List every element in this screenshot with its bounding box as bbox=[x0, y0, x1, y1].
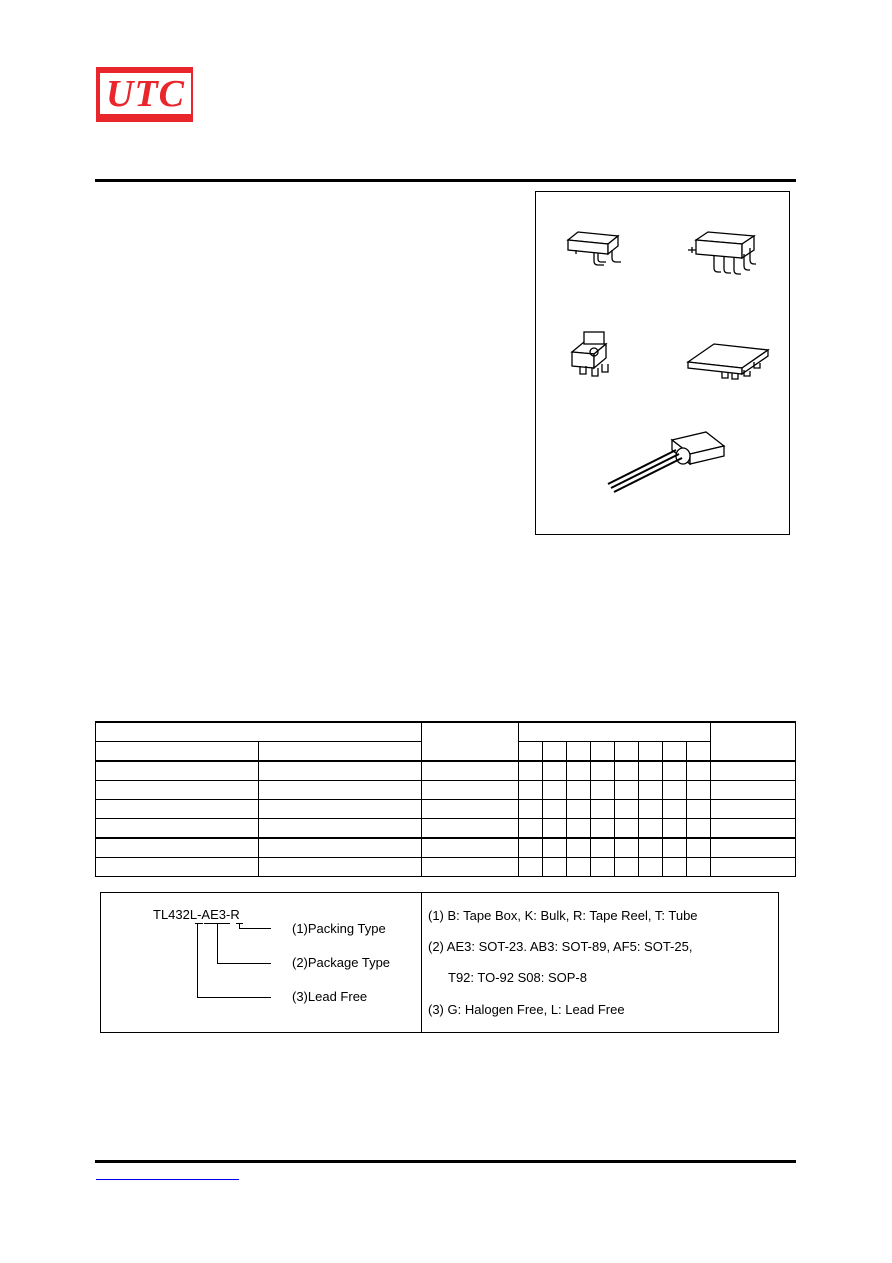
part-number: TL432L-AE3-R bbox=[153, 907, 240, 922]
table-row bbox=[96, 761, 796, 781]
pin-cell bbox=[591, 742, 615, 762]
table-header-cell bbox=[422, 722, 519, 761]
to92-package-icon bbox=[608, 432, 724, 492]
connector-lead-h bbox=[197, 997, 271, 998]
table-row bbox=[96, 819, 796, 839]
table-header-cell bbox=[711, 722, 796, 761]
pin-cell bbox=[615, 742, 639, 762]
logo-text: UTC bbox=[106, 73, 185, 115]
pin-cell bbox=[567, 742, 591, 762]
pin-cell bbox=[519, 742, 543, 762]
table-header-cell bbox=[96, 722, 422, 742]
utc-logo bbox=[96, 67, 193, 122]
table-header-cell bbox=[519, 722, 711, 742]
package-illustrations bbox=[535, 191, 790, 535]
sot25-package-icon bbox=[688, 232, 756, 274]
logo-frame bbox=[99, 73, 192, 114]
connector-package-h bbox=[217, 963, 271, 964]
desc-package: (2) AE3: SOT-23. AB3: SOT-89, AF5: SOT-25, bbox=[428, 939, 693, 954]
connector-lead bbox=[197, 924, 198, 997]
table-header-cell bbox=[259, 742, 422, 762]
label-lead-free: (3)Lead Free bbox=[292, 989, 368, 1004]
footer-website-link[interactable] bbox=[96, 1179, 239, 1180]
code-box-divider bbox=[421, 893, 422, 1032]
connector-package bbox=[217, 924, 218, 963]
footer-rule bbox=[95, 1160, 796, 1163]
pin-cell bbox=[543, 742, 567, 762]
table-header-cell bbox=[96, 742, 259, 762]
table-row bbox=[96, 800, 796, 819]
label-package-type: (2)Package Type bbox=[292, 955, 391, 970]
table-row bbox=[96, 781, 796, 800]
desc-package-cont: T92: TO-92 S08: SOP-8 bbox=[448, 970, 587, 985]
ordering-information-table bbox=[95, 721, 796, 877]
desc-packing: (1) B: Tape Box, K: Bulk, R: Tape Reel, T: Tube bbox=[428, 908, 698, 923]
sop8-package-icon bbox=[688, 344, 768, 379]
sot89-package-icon bbox=[572, 332, 608, 376]
header-rule bbox=[95, 179, 796, 182]
table-row bbox=[96, 858, 796, 877]
table-header-row bbox=[96, 722, 796, 742]
pin-cell bbox=[663, 742, 687, 762]
connector-packing-h bbox=[239, 928, 271, 929]
package-drawings bbox=[536, 192, 791, 536]
ordering-code-box bbox=[100, 892, 779, 1033]
pin-cell bbox=[639, 742, 663, 762]
desc-lead-free: (3) G: Halogen Free, L: Lead Free bbox=[428, 1002, 625, 1017]
label-packing-type: (1)Packing Type bbox=[292, 921, 386, 936]
table-row bbox=[96, 838, 796, 858]
pin-cell bbox=[687, 742, 711, 762]
sot23-package-icon bbox=[568, 232, 621, 265]
